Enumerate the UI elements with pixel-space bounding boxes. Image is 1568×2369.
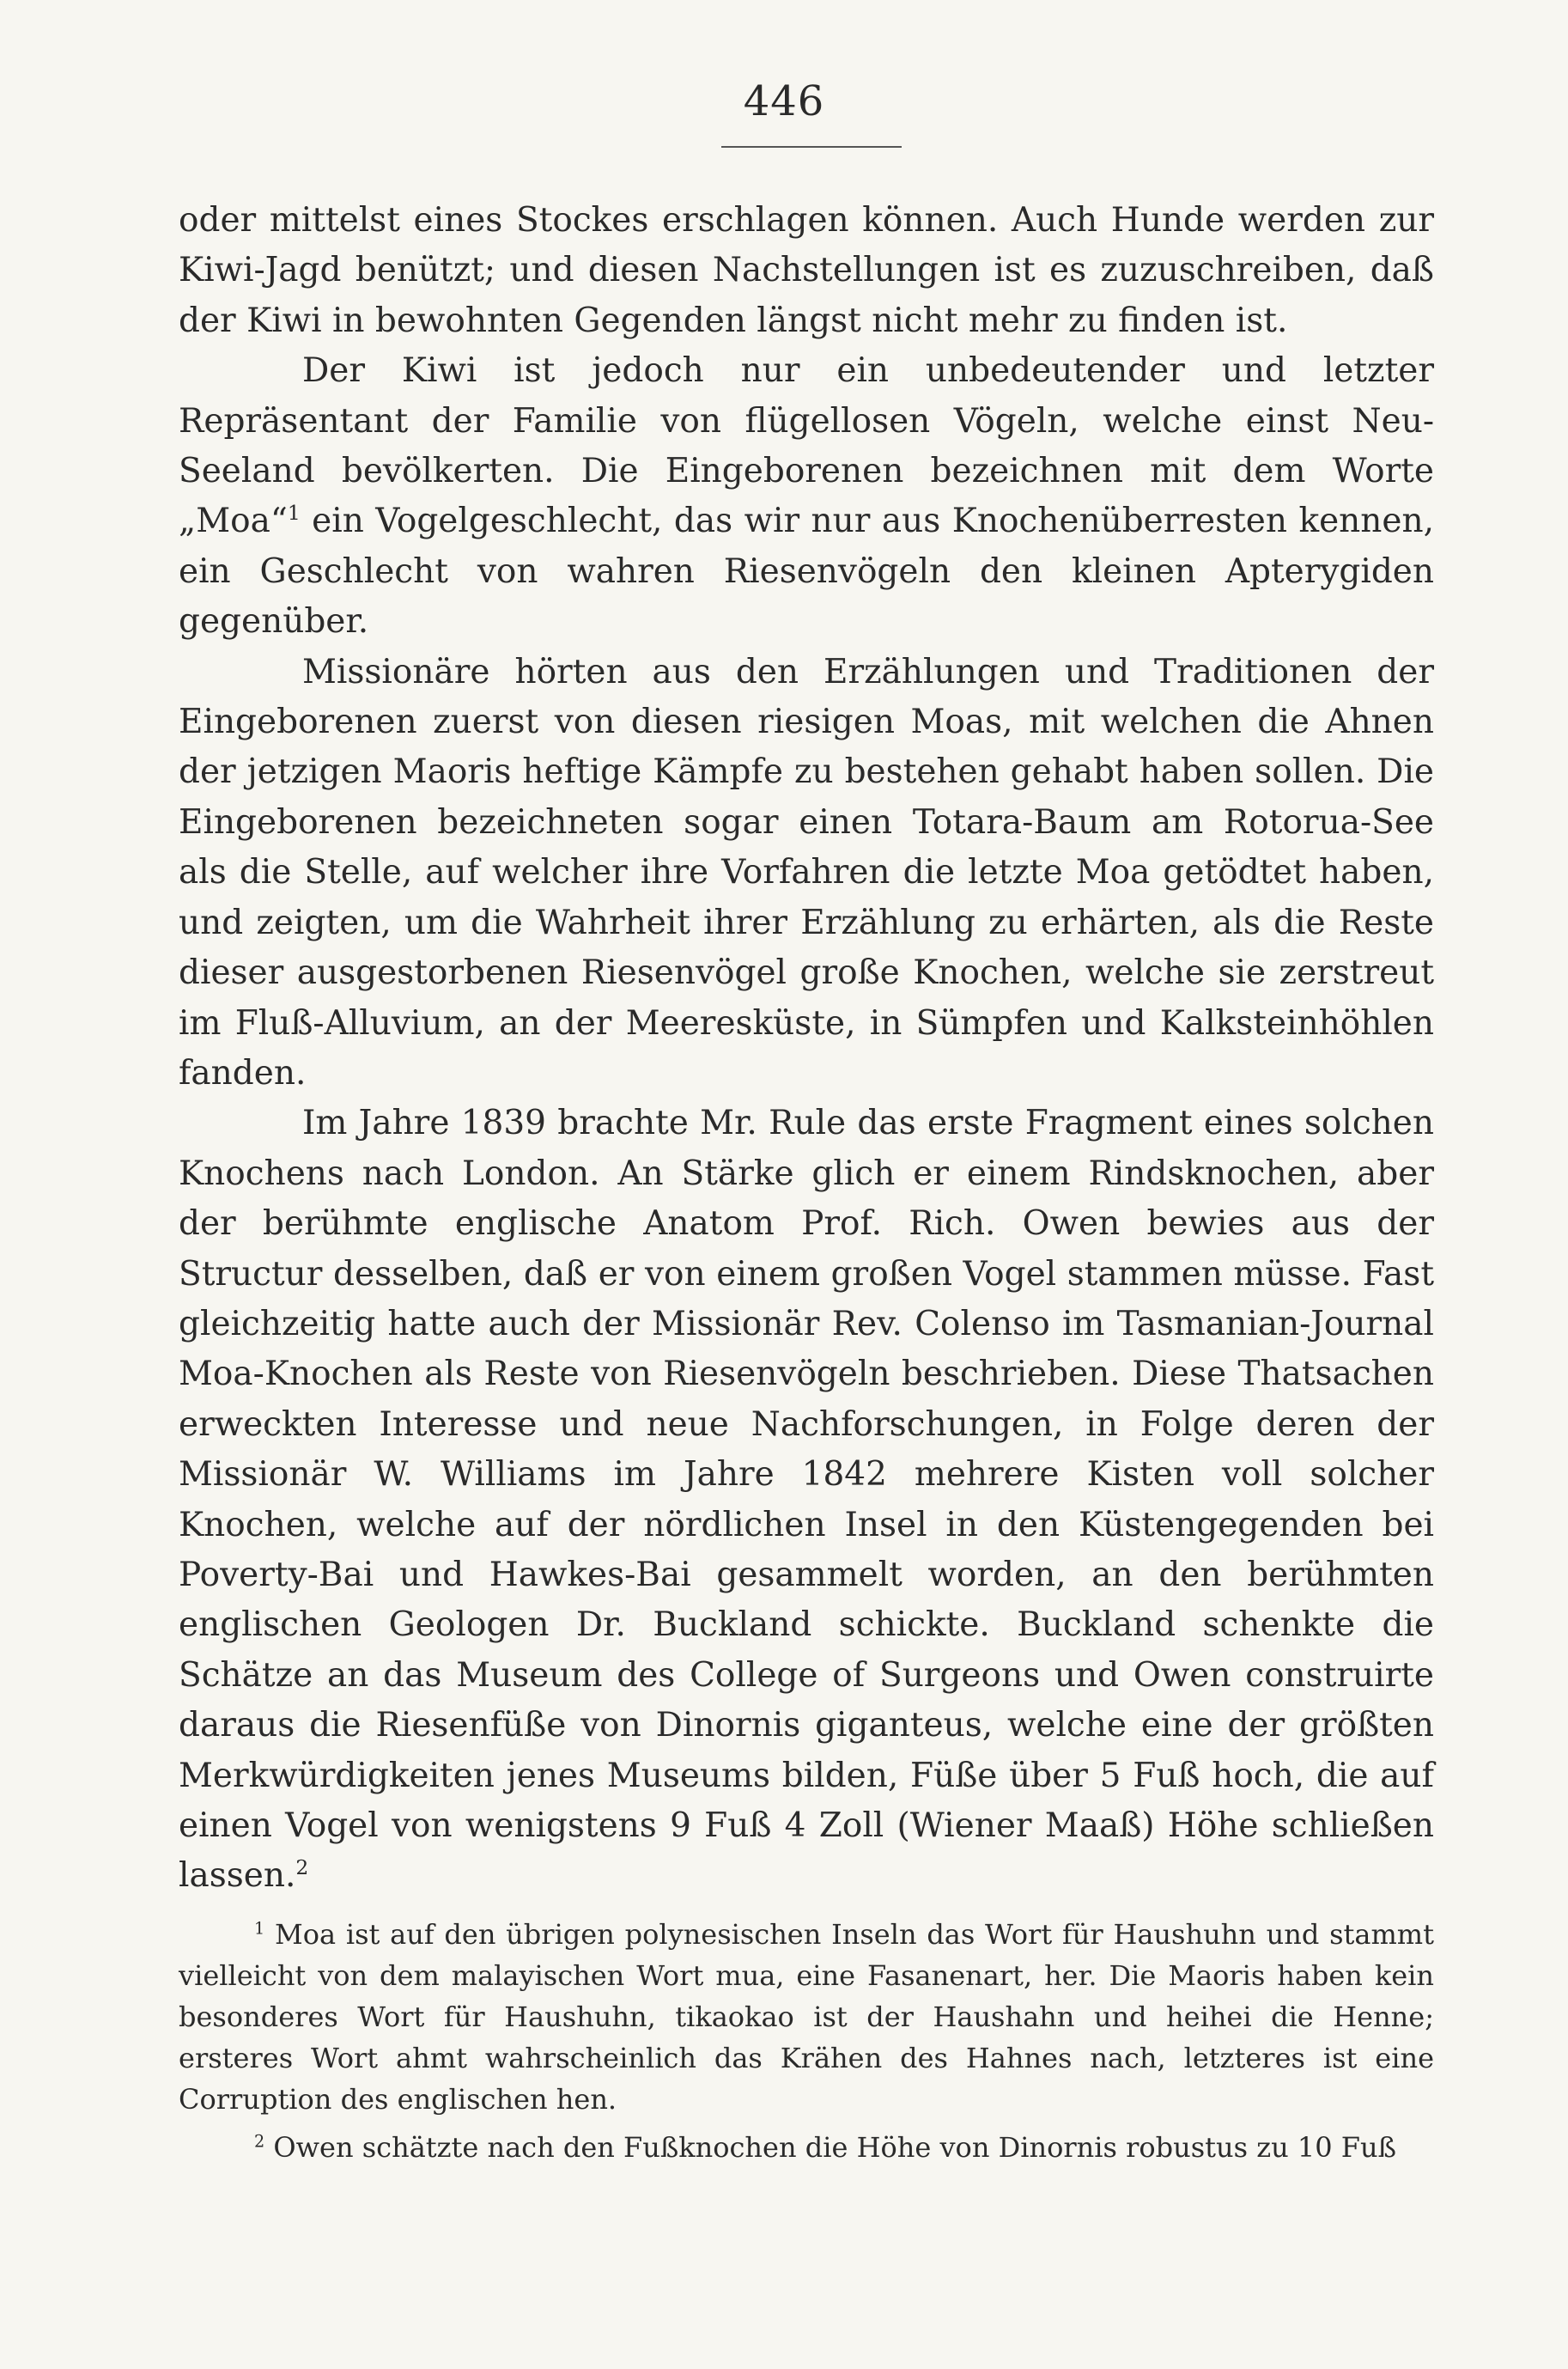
paragraph-text: ein Vogelgeschlecht, das wir nur aus Knochenüberresten kennen, ein Geschlecht von wahren Riesenvögeln den kleinen Apterygiden gegenüber. [179,502,1434,642]
main-text [179,196,1434,1902]
paragraph: Missionäre hörten aus den Erzählungen und Traditionen der Eingeborenen zuerst von diesen riesigen Moas, mit welchen die Ahnen der jetzigen Maoris heftige Kämpfe zu bestehen gehabt haben sollen. Die Eingeborenen bezeichneten sogar einen Totara-Baum am Rotorua-See als die Stelle, auf welcher ihre Vorfahren die letzte Moa getödtet haben, und zeigten, um die Wahrheit ihrer Erzählung zu erhärten, als die Reste dieser ausgestorbenen Riesenvögel große Knochen, welche sie zerstreut im Fluß-Alluvium, an der Meeresküste, in Sümpfen und Kalksteinhöhlen fanden. [179,652,1434,1093]
paragraph-text: Im Jahre 1839 brachte Mr. Rule das erste Fragment eines solchen Knochens nach London. An Stärke glich er einem Rindsknochen, aber der berühmte englische Anatom Prof. Rich. Owen bewies aus der Structur desselben, daß er von einem großen Vogel stammen müsse. Fast gleichzeitig hatte auch der Missionär Rev. Colenso im Tasmanian-Journal Moa-Knochen als Reste von Riesenvögeln beschrieben. Diese Thatsachen erweckten Interesse und neue Nachforschungen, in Folge deren der Missionär W. Williams im Jahre 1842 mehrere Kisten voll solcher Knochen, welche auf der nördlichen Insel in den Küstengegenden bei Poverty-Bai und Hawkes-Bai gesammelt worden, an den berühmten englischen Geologen Dr. Buckland schickte. Buckland schenkte die Schätze an das Museum des College of Surgeons und Owen construirte daraus die Riesenfüße von Dinornis giganteus, welche eine der größten Merkwürdigkeiten jenes Museums bilden, Füße über 5 Fuß hoch, die auf einen Vogel von wenigstens 9 Fuß 4 Zoll (Wiener Maaß) Höhe schließen lassen. [179,1104,1434,1896]
footnote-reference: 2 [295,1855,309,1880]
footnote-marker: 1 [254,1918,265,1939]
header-rule [721,146,902,148]
footnote-marker: 2 [254,2131,265,2152]
paragraph [179,346,1434,647]
paragraph: oder mittelst eines Stockes erschlagen können. Auch Hunde werden zur Kiwi-Jagd benützt; und diesen Nachstellungen ist es zuzuschreiben, daß der Kiwi in bewohnten Gegenden längst nicht mehr zu finden ist. [179,201,1434,340]
footnote [179,1914,1434,2120]
footnote-reference: 1 [287,501,301,526]
paragraph-text: Der Kiwi ist jedoch nur ein unbedeutender und letzter Repräsentant der Familie von flügellosen Vögeln, welche einst Neu-Seeland bevölkerten. Die Eingeborenen bezeichnen mit dem Worte „Moa“ [179,351,1434,541]
footnote-text: Moa ist auf den übrigen polynesischen Inseln das Wort für Haushuhn und stammt vielleicht von dem malayischen Wort mua, eine Fasanenart, her. Die Maoris haben kein besonderes Wort für Haushuhn, tikaokao ist der Haushahn und heihei die Henne; ersteres Wort ahmt wahrscheinlich das Krähen des Hahnes nach, letzteres ist eine Corruption des englischen hen. [179,1918,1435,2116]
page-number: 446 [743,77,825,125]
footnote [179,2127,1434,2168]
footnotes [179,1914,1434,2168]
paragraph [179,1099,1434,1902]
footnote-text: Owen schätzte nach den Fußknochen die Höhe von Dinornis robustus zu 10 Fuß [273,2131,1396,2164]
